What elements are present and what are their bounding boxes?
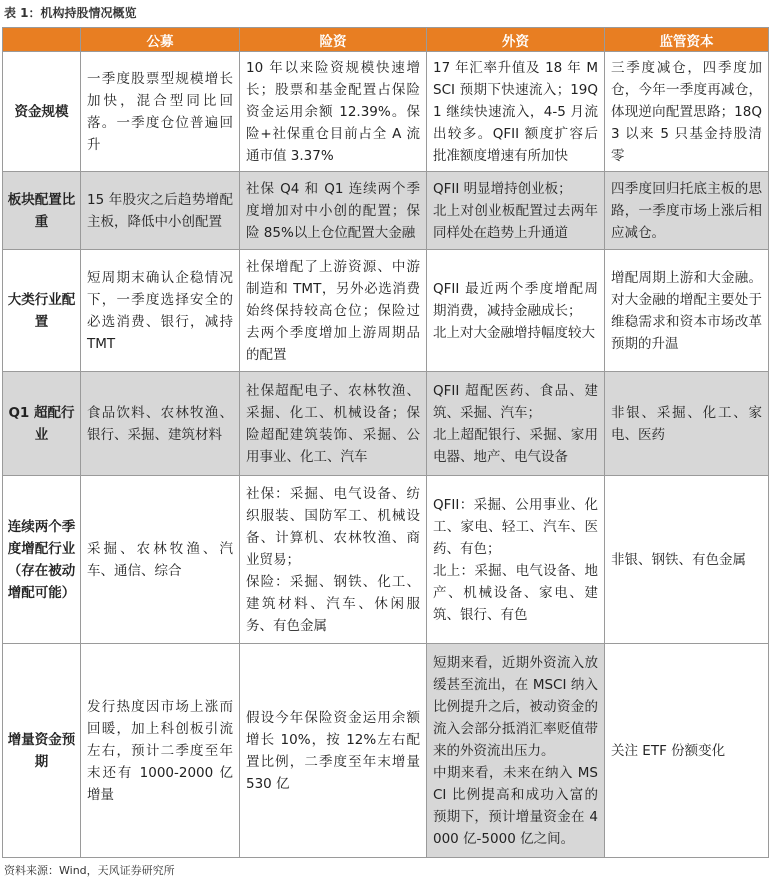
table-cell: 发行热度因市场上涨而回暖，加上科创板引流左右，预计二季度至年末还有 1000-2000 亿增量	[81, 644, 240, 858]
table-cell: 17 年汇率升值及 18 年 MSCI 预期下快速流入；19Q1 继续快速流入，4-5 月流出较多。QFII 额度扩容后批准额度增速有所加快	[427, 52, 605, 172]
table-row	[3, 372, 769, 476]
table-cell: 关注 ETF 份额变化	[605, 644, 769, 858]
table-cell: 三季度减仓，四季度加仓，今年一季度再减仓，体现逆向配置思路；18Q3 以来 5 只基金持股清零	[605, 52, 769, 172]
table-cell: 社保超配电子、农林牧渔、采掘、化工、机械设备；保险超配建筑装饰、采掘、公用事业、化工、汽车	[240, 372, 427, 476]
table-cell: 社保 Q4 和 Q1 连续两个季度增加对中小创的配置；保险 85%以上仓位配置大金融	[240, 172, 427, 250]
table-cell: 社保：采掘、电气设备、纺织服装、国防军工、机械设备、计算机、农林牧渔、商业贸易； 保险：采掘、钢铁、化工、建筑材料、汽车、休闲服务、有色金属	[240, 476, 427, 644]
row-header: 大类行业配置	[3, 250, 81, 372]
table-cell: QFII 明显增持创业板； 北上对创业板配置过去两年同样处在趋势上升通道	[427, 172, 605, 250]
table-cell: 非银、采掘、化工、家电、医药	[605, 372, 769, 476]
table-cell: 四季度回归托底主板的思路，一季度市场上涨后相应减仓。	[605, 172, 769, 250]
header-row	[3, 28, 769, 52]
row-header: 资金规模	[3, 52, 81, 172]
col-header-foreign: 外资	[427, 28, 605, 52]
row-header: Q1 超配行业	[3, 372, 81, 476]
table-cell: QFII：采掘、公用事业、化工、家电、轻工、汽车、医药、有色； 北上：采掘、电气设备、地产、机械设备、家电、建筑、银行、有色	[427, 476, 605, 644]
table-cell: 短周期末确认企稳情况下，一季度选择安全的必选消费、银行，减持 TMT	[81, 250, 240, 372]
table-row	[3, 476, 769, 644]
table-cell: QFII 最近两个季度增配周期消费，减持金融成长； 北上对大金融增持幅度较大	[427, 250, 605, 372]
source-note: 资料来源：Wind，天风证券研究所	[4, 864, 175, 877]
table-cell: 增配周期上游和大金融。对大金融的增配主要处于维稳需求和资本市场改革预期的升温	[605, 250, 769, 372]
institution-holdings-table	[2, 27, 769, 858]
table-cell: 短期来看，近期外资流入放缓甚至流出，在 MSCI 纳入比例提升之后，被动资金的流入会部分抵消汇率贬值带来的外资流出压力。 中期来看，未来在纳入 MSCI 比例提高和成功入富的预期下，预计增量资金在 4000 亿-5000 亿之间。	[427, 644, 605, 858]
header-corner	[3, 28, 81, 52]
table-cell: 15 年股灾之后趋势增配主板，降低中小创配置	[81, 172, 240, 250]
table-cell: QFII 超配医药、食品、建筑、采掘、汽车； 北上超配银行、采掘、家用电器、地产、电气设备	[427, 372, 605, 476]
table-cell: 食品饮料、农林牧渔、银行、采掘、建筑材料	[81, 372, 240, 476]
table-row	[3, 52, 769, 172]
table-cell: 社保增配了上游资源、中游制造和 TMT，另外必选消费始终保持较高仓位；保险过去两个季度增加上游周期品的配置	[240, 250, 427, 372]
table-cell: 假设今年保险资金运用余额增长 10%，按 12%左右配置比例，二季度至年末增量 530 亿	[240, 644, 427, 858]
col-header-public-fund: 公募	[81, 28, 240, 52]
table-cell: 采掘、农林牧渔、汽车、通信、综合	[81, 476, 240, 644]
col-header-regulatory: 监管资本	[605, 28, 769, 52]
row-header: 连续两个季度增配行业（存在被动增配可能）	[3, 476, 81, 644]
table-title: 表 1：机构持股情况概览	[4, 6, 137, 20]
row-header: 增量资金预期	[3, 644, 81, 858]
table-cell: 非银、钢铁、有色金属	[605, 476, 769, 644]
table-cell: 10 年以来险资规模快速增长；股票和基金配置占保险资金运用余额 12.39%。保险+社保重仓目前占全 A 流通市值 3.37%	[240, 52, 427, 172]
table-row	[3, 172, 769, 250]
table-cell: 一季度股票型规模增长加快，混合型同比回落。一季度仓位普遍回升	[81, 52, 240, 172]
table-row	[3, 250, 769, 372]
col-header-insurance: 险资	[240, 28, 427, 52]
table-row	[3, 644, 769, 858]
row-header: 板块配置比重	[3, 172, 81, 250]
